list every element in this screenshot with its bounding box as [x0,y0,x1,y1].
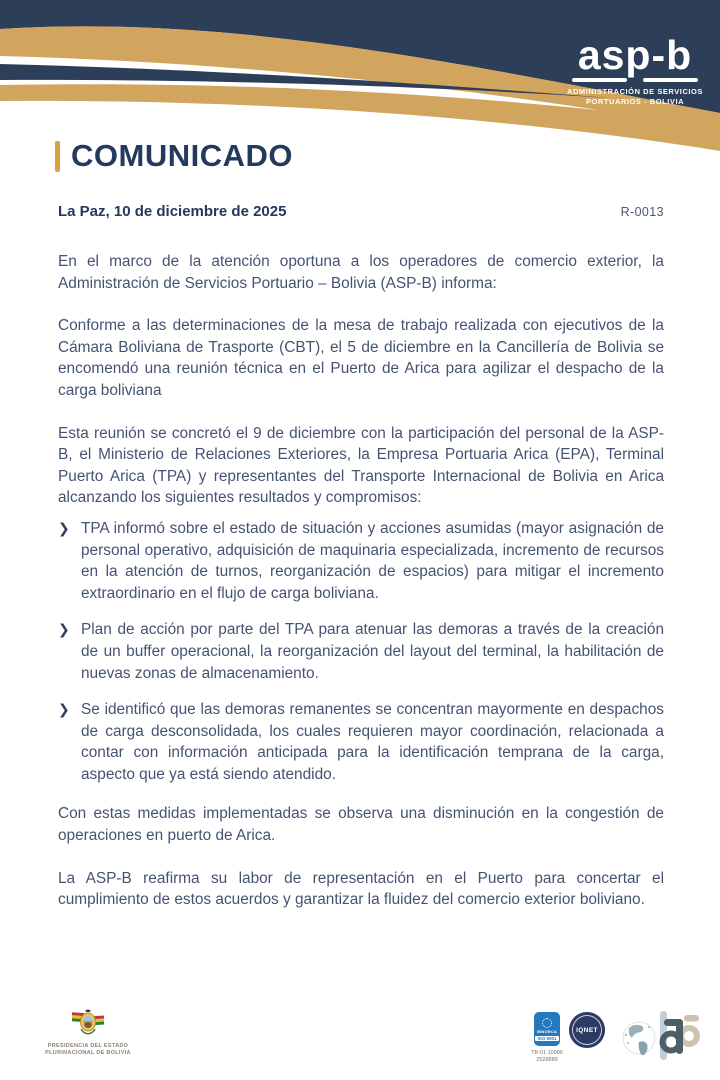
document-body [58,251,664,932]
coat-of-arms-icon [68,1008,108,1040]
seal-caption-line2: PLURINACIONAL DE BOLIVIA [45,1050,131,1056]
ibnorca-certification-badge [530,1012,564,1064]
iqnet-label: IQNET [576,1026,598,1034]
ibnorca-code-line1: TB-01 10006 [531,1050,563,1056]
ibnorca-gear-icon [542,1018,552,1028]
chevron-bullet-icon: ❯ [58,622,70,639]
closing-paragraph-2: La ASP-B reafirma su labor de representación en el Puerto para concertar el cumplimiento de estos acuerdos y garantizar la fluidez del comercio exterior boliviano. [58,869,664,909]
bullet-text-1: TPA informó sobre el estado de situación y acciones asumidas (mayor asignación de personal operativo, adquisición de maquinaria especializada, incremento de recursos en la atención de turnos, reorganización de espacios) para mitigar el incremento extraordinario en el flujo de carga boliviana. [81,519,664,602]
bullet-item-2 [58,619,664,684]
iqnet-badge-icon [569,1012,605,1048]
bullet-item-1 [58,518,664,604]
logo-divider [572,78,698,82]
iqnet-certification-badge [569,1012,605,1048]
intro-paragraph-2: Conforme a las determinaciones de la mesa de trabajo realizada con ejecutivos de la Cámara Boliviana de Trasporte (CBT), el 5 de diciembre en la Cancillería de Bolivia se encomendó una reunión técnica en el Puerto de Arica para agilizar el despacho de la carga boliviana [58,317,664,399]
dateline: La Paz, 10 de diciembre de 2025 [58,203,287,220]
intro-paragraph-1: En el marco de la atención oportuna a los operadores de comercio exterior, la Administración de Servicios Portuario – Bolivia (ASP-B) informa: [58,253,664,292]
aspb-logo [566,33,704,107]
closing-paragraph-1: Con estas medidas implementadas se observa una disminución en la congestión de operaciones en puerto de Arica. [58,805,664,845]
chevron-bullet-icon: ❯ [58,520,70,537]
meta-row [58,203,664,220]
bullet-text-3: Se identificó que las demoras remanentes se concentran mayormente en despachos de carga desconsolidada, los cuales requieren mayor coordinación, relacionada a contar con información anticipada para la identificación temprana de la carga, aspecto que ya está siendo atendido. [81,701,664,783]
page-title: COMUNICADO [71,138,293,173]
ibnorca-code-line2: 2528889 [536,1057,558,1063]
logo-tagline-line1: ADMINISTRACIÓN DE SERVICIOS [567,86,703,96]
reference-code: R-0013 [620,205,664,219]
intro-paragraph-3: Esta reunión se concretó el 9 de diciembre con la participación del personal de la ASP-B, el Ministerio de Relaciones Exteriores, la Empresa Portuaria Arica (EPA), Terminal Puerto Arica (TPA) y representantes del Transporte Internacional de Bolivia en Arica alcanzando los siguientes resultados y compromisos: [58,424,664,507]
page-title-row [55,138,293,174]
ibnorca-codes [530,1050,564,1064]
footer [0,1000,720,1080]
bolivia-coat-of-arms [36,1008,140,1057]
ibnorca-badge-icon [534,1012,560,1046]
ibnorca-standard-label: ISO 9001 [537,1035,557,1041]
logo-tagline-line2: PORTUARIOS - BOLIVIA [585,96,685,106]
aspb-wordmark: asp-b [577,32,693,78]
bullet-item-3 [58,699,664,785]
globe-icon [620,1005,704,1071]
chevron-bullet-icon: ❯ [58,702,70,719]
globe-anniversary-logo [620,1005,704,1076]
bullet-text-2: Plan de acción por parte del TPA para atenuar las demoras a través de la creación de un buffer operacional, la reorganización del layout del terminal, la habilitación de nuevas zonas de almacenamiento. [81,621,664,682]
title-accent-bar [55,141,60,172]
ibnorca-label: IBNORCA [536,1029,558,1034]
seal-caption-line1: PRESIDENCIA DEL ESTADO [47,1043,129,1049]
